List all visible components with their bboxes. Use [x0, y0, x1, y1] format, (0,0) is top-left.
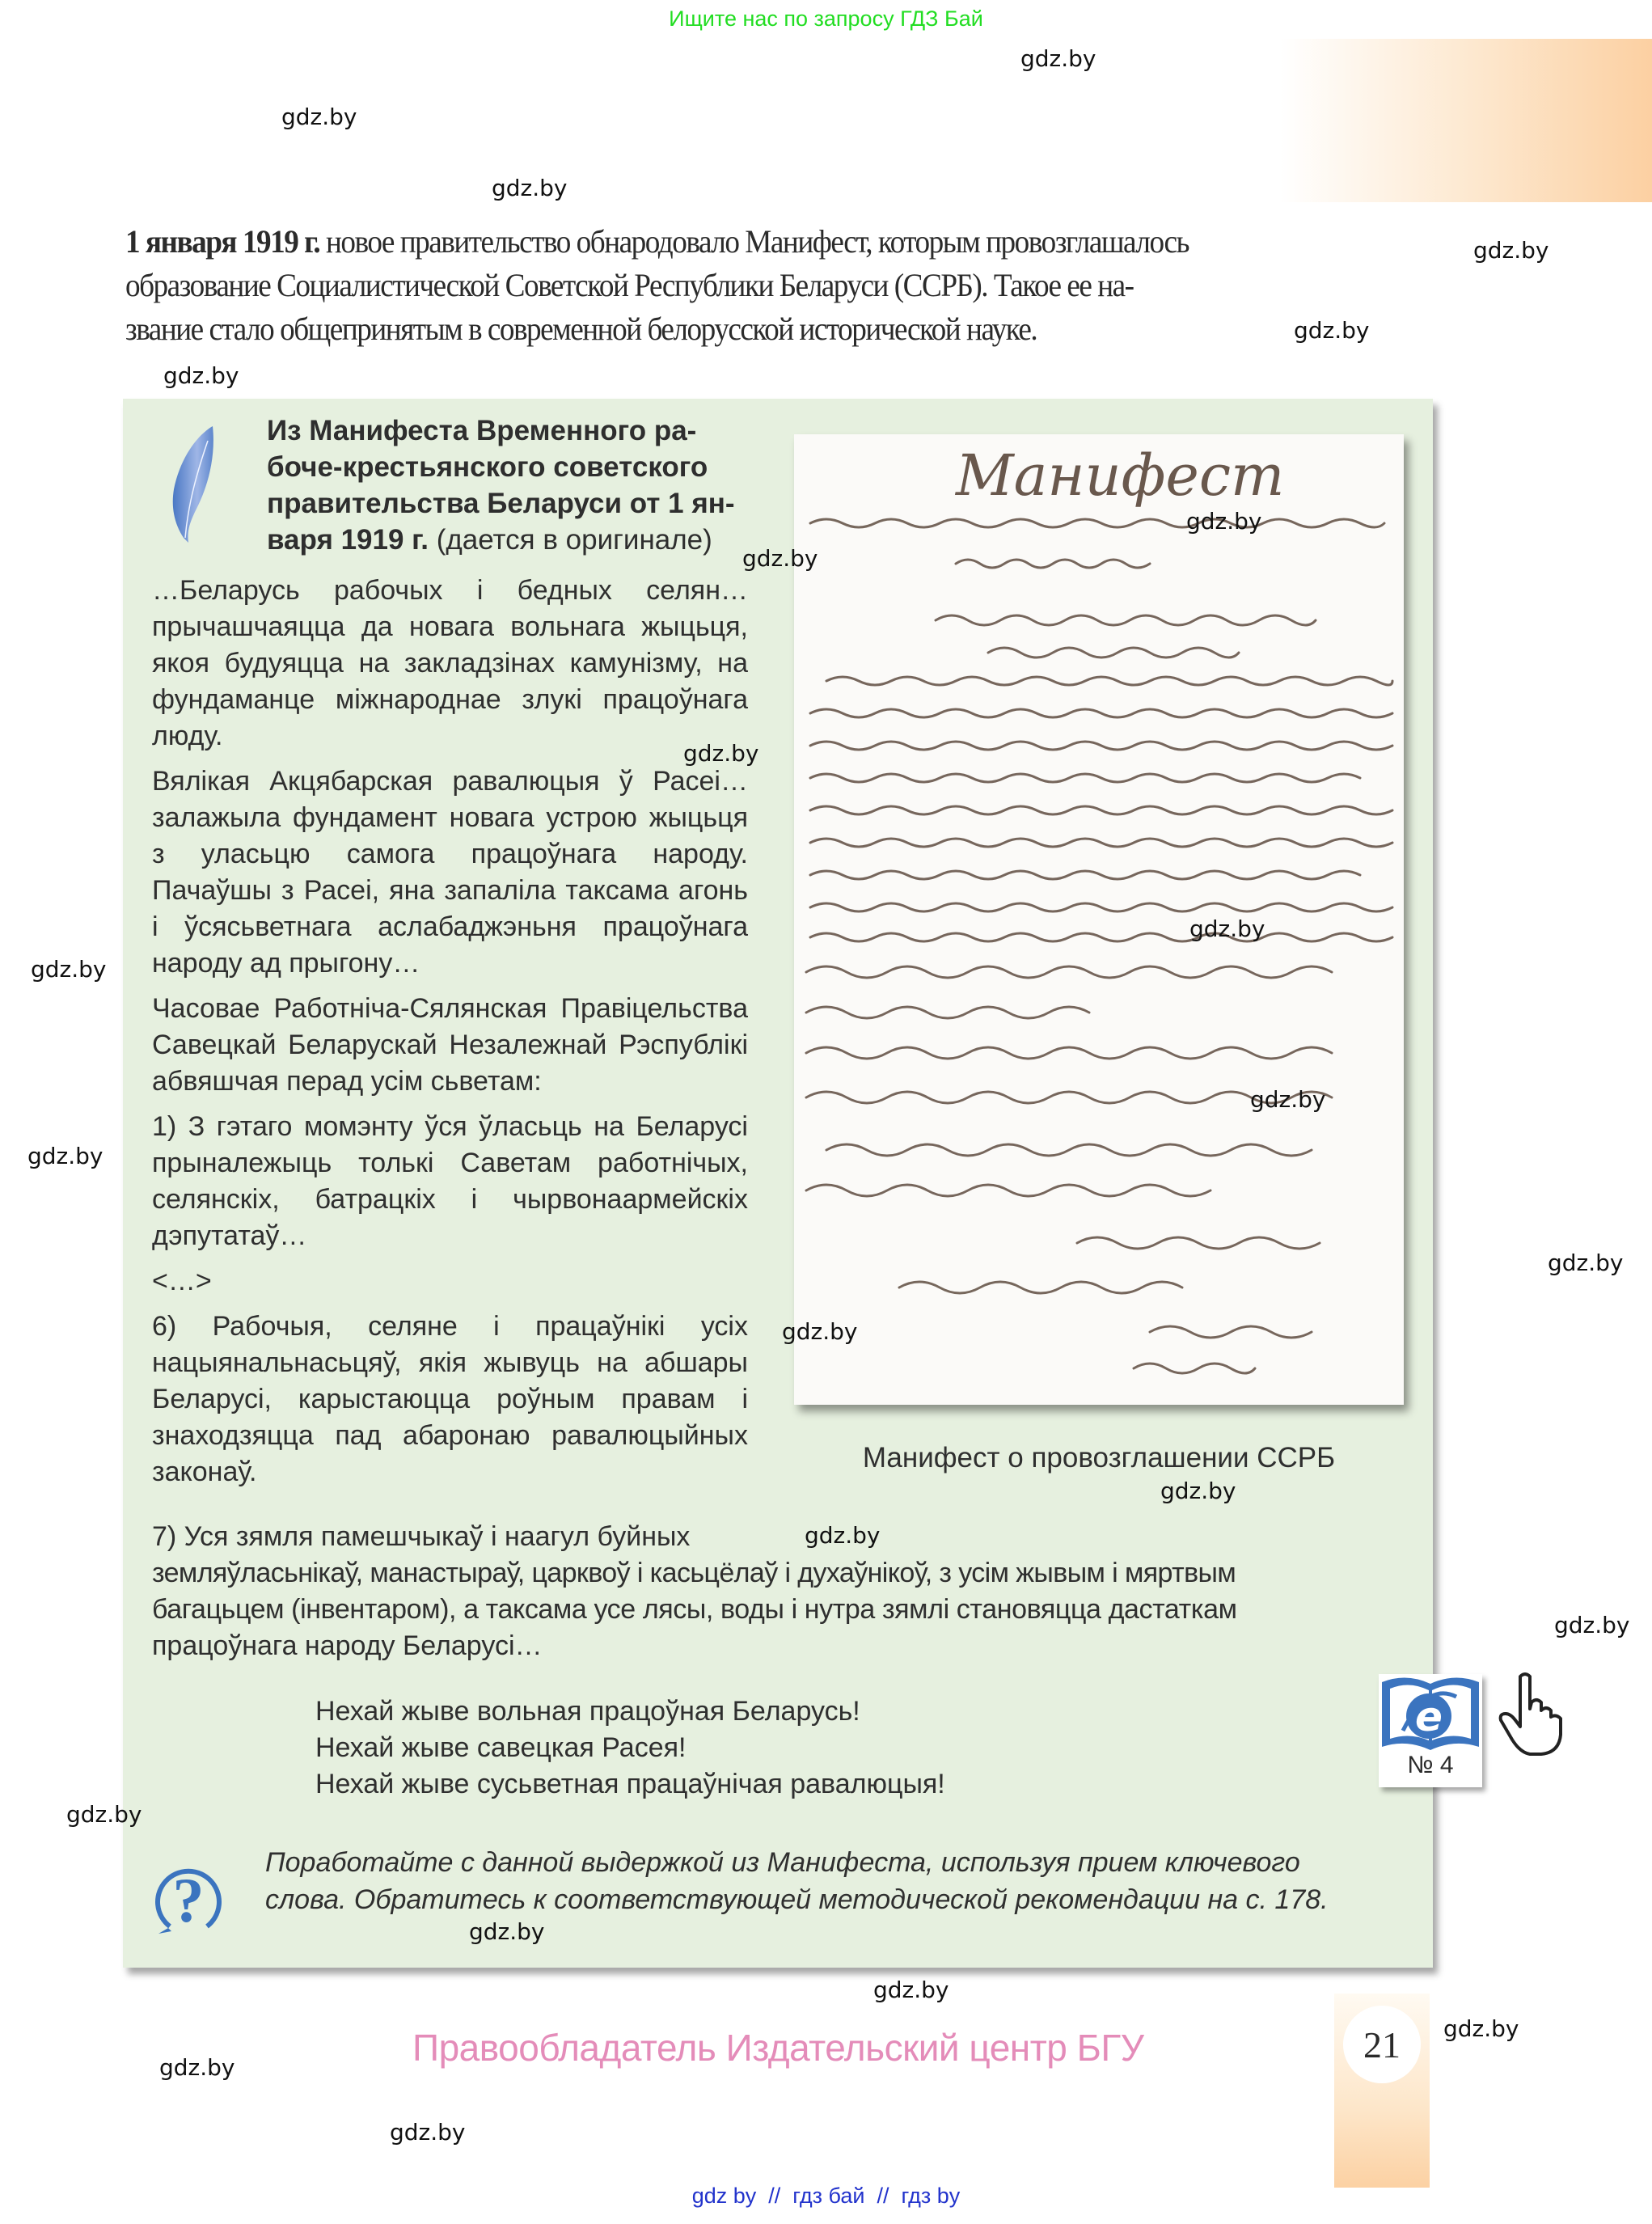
hand-pointer-icon	[1496, 1670, 1569, 1759]
watermark: gdz.by	[782, 1318, 858, 1345]
manifest-paragraph-7	[152, 1519, 1413, 1664]
source-title-line: варя 1919 г.	[267, 524, 429, 556]
watermark: gdz.by	[1443, 2015, 1519, 2042]
source-title	[267, 412, 752, 558]
watermark: gdz.by	[683, 740, 759, 767]
top-right-gradient-bar	[1280, 39, 1652, 202]
question-icon	[152, 1857, 225, 1938]
watermark: gdz.by	[1554, 1612, 1630, 1638]
manifest-slogans	[315, 1693, 945, 1803]
source-title-line: Из Манифеста Временного ра-	[267, 415, 697, 446]
top-search-banner: Ищите нас по запросу ГДЗ Бай	[669, 6, 983, 31]
watermark: gdz.by	[1189, 915, 1265, 942]
footer-links[interactable]: gdz by // гдз бай // гдз by	[691, 2184, 961, 2208]
intro-line-1: новое правительство обнародовало Манифест, которым провозглашалось	[319, 223, 1189, 260]
watermark: gdz.by	[1250, 1086, 1326, 1113]
copyright-notice: Правообладатель Издательский центр БГУ	[412, 2027, 1144, 2069]
manifest-photo	[794, 434, 1404, 1405]
manifest-paragraph: Вялікая Акцябарская равалюцыя ў Расеі… залажыла фундамент новага устрою жыцьця з уласьцю самога працоўнага народу. Пачаўшы з Расеі, яна запаліла таксама агонь і ўсясьветнага аслабаджэньня працоўнага народу ад прыгону…	[152, 766, 748, 979]
watermark: gdz.by	[469, 1918, 545, 1945]
feather-quill-icon	[166, 425, 222, 546]
slogan: Нехай жыве вольная працоўная Беларусь!	[315, 1696, 860, 1727]
watermark: gdz.by	[1473, 237, 1549, 264]
svg-text:?: ?	[172, 1865, 205, 1935]
manifest-text-column	[152, 573, 748, 1499]
source-title-note: (дается в оригинале)	[428, 524, 712, 556]
intro-line-3: звание стало общепринятым в современной белорусской исторической науке.	[125, 311, 1037, 347]
paragraph-7-line: 7) Уся зямля памешчыкаў і наагул буйных	[152, 1521, 691, 1552]
watermark: gdz.by	[281, 104, 357, 130]
page-number: 21	[1343, 2006, 1421, 2083]
watermark: gdz.by	[1020, 45, 1096, 72]
handwritten-title: Манифест	[956, 442, 1285, 509]
watermark: gdz.by	[66, 1801, 142, 1828]
task-text	[265, 1844, 1413, 1918]
paragraph-7-line: земляўласьнікаў, манастыраў, царквоў і касьцёлаў і духаўнікоў, з усім жывым і мяртвым	[152, 1558, 1236, 1588]
watermark: gdz.by	[390, 2119, 466, 2146]
svg-text:e: e	[1415, 1693, 1443, 1740]
manifest-paragraph: 6) Рабочыя, селяне і працаўнікі усіх нацыянальнасьцяў, якія жывуць на абшары Беларусі, карыстаюцца роўным правам і знаходзяцца пад абаронаю равалюцыйных законаў.	[152, 1311, 748, 1487]
task-line: слова. Обратитесь к соответствующей методической рекомендации на с. 178.	[265, 1884, 1329, 1915]
manifest-photo-caption: Манифест о провозглашении ССРБ	[862, 1442, 1336, 1474]
watermark: gdz.by	[31, 956, 107, 983]
intro-line-2: образование Социалистической Советской Республики Беларуси (ССРБ). Такое ее на-	[125, 267, 1134, 303]
watermark: gdz.by	[163, 362, 239, 389]
watermark: gdz.by	[742, 545, 818, 572]
watermark: gdz.by	[27, 1143, 104, 1169]
watermark: gdz.by	[1294, 317, 1370, 344]
ebook-number: № 4	[1407, 1752, 1454, 1778]
manifest-paragraph: Часовае Работніча-Сялянская Правіцельства Савецкай Беларускай Незалежнай Рэспублікі абвяшчая перад усім сьветам:	[152, 993, 748, 1097]
source-title-line: правительства Беларуси от 1 ян-	[267, 488, 735, 519]
watermark: gdz.by	[159, 2054, 235, 2081]
task-line: Поработайте с данной выдержкой из Манифеста, используя прием ключевого	[265, 1847, 1300, 1878]
slogan: Нехай жыве савецкая Расея!	[315, 1732, 687, 1763]
ebook-internet-icon	[1379, 1674, 1482, 1752]
manifest-ellipsis: <…>	[152, 1266, 212, 1296]
ebook-link-badge[interactable]	[1379, 1674, 1482, 1787]
watermark: gdz.by	[873, 1977, 949, 2003]
intro-date-bold: 1 января 1919 г.	[125, 223, 320, 260]
paragraph-7-line: багацьцем (інвентаром), а таксама усе лясы, воды і нутра зямлі становяцца дастаткам	[152, 1594, 1237, 1625]
watermark: gdz.by	[805, 1522, 881, 1549]
intro-paragraph	[125, 220, 1358, 351]
slogan: Нехай жыве сусьветная працаўнічая равалюцыя!	[315, 1769, 945, 1799]
manifest-paragraph: 1) З гэтаго момэнту ўся ўласьць на Беларусі прыналежыць толькі Саветам работнічых, селянскіх, батрацкіх і чырвонаармейскіх дэпутатаў…	[152, 1111, 748, 1251]
watermark: gdz.by	[1160, 1478, 1236, 1504]
paragraph-7-line: працоўнага народу Беларусі…	[152, 1630, 543, 1661]
watermark: gdz.by	[1186, 508, 1262, 535]
manifest-paragraph: …Беларусь рабочых і бедных селян… прычашчаяцца да новага вольнага жыцьця, якоя будуяцца на закладзінах камунізму, на фундаманце міжнароднае злукі працоўнага люду.	[152, 575, 748, 751]
watermark: gdz.by	[492, 175, 568, 201]
watermark: gdz.by	[1548, 1249, 1624, 1276]
source-title-line: боче-крестьянского советского	[267, 451, 708, 483]
